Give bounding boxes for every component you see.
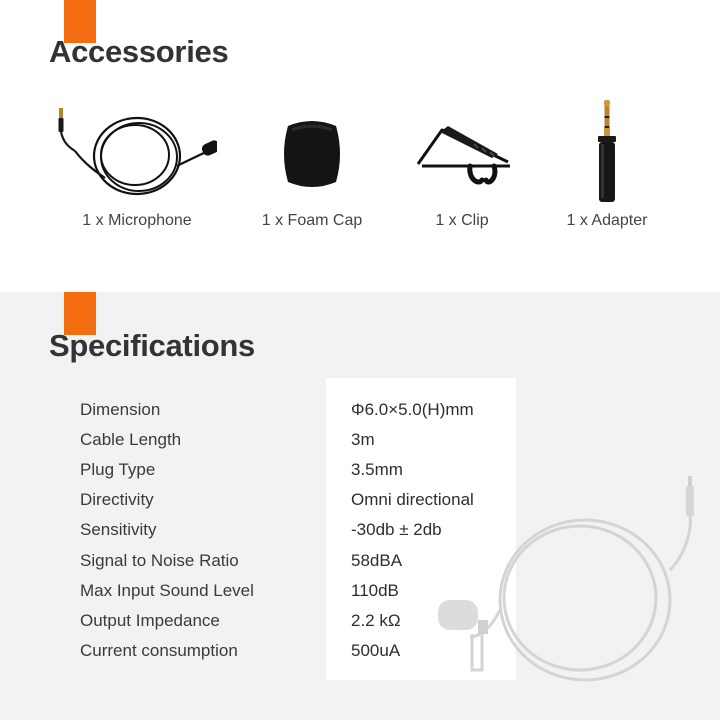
- spec-row-output-impedance: [0, 611, 720, 641]
- accessories-heading: Accessories: [49, 34, 229, 69]
- spec-row-dimension: [0, 400, 720, 430]
- spec-value: 3.5mm: [351, 460, 403, 479]
- audio-adapter-icon: [527, 96, 687, 206]
- spec-value: 2.2 kΩ: [351, 611, 401, 630]
- spec-value: 58dBA: [351, 551, 403, 570]
- accessory-label: 1 x Microphone: [82, 212, 192, 229]
- spec-row-current-consumption: [0, 641, 720, 671]
- spec-key: Cable Length: [80, 430, 182, 449]
- accessory-microphone: [57, 96, 217, 246]
- spec-value: Φ6.0×5.0(H)mm: [351, 400, 474, 419]
- spec-row-cable-length: [0, 430, 720, 460]
- spec-value: 3m: [351, 430, 375, 449]
- specifications-heading: Specifications: [49, 328, 255, 363]
- spec-value: 500uA: [351, 641, 401, 660]
- accessory-clip: [382, 96, 542, 246]
- tie-clip-icon: [382, 96, 542, 206]
- accessory-label: 1 x Adapter: [566, 212, 648, 229]
- spec-key: Output Impedance: [80, 611, 220, 630]
- spec-key: Dimension: [80, 400, 161, 419]
- lavalier-microphone-icon: [57, 96, 217, 206]
- spec-row-signal-to-noise: [0, 551, 720, 581]
- spec-key: Current consumption: [80, 641, 238, 660]
- spec-row-sensitivity: [0, 520, 720, 550]
- spec-row-plug-type: [0, 460, 720, 490]
- spec-value: Omni directional: [351, 490, 474, 509]
- spec-value: -30db ± 2db: [351, 520, 442, 539]
- accessory-label: 1 x Clip: [435, 212, 489, 229]
- spec-key: Signal to Noise Ratio: [80, 551, 239, 570]
- spec-row-directivity: [0, 490, 720, 520]
- spec-value: 110dB: [351, 581, 399, 600]
- spec-key: Sensitivity: [80, 520, 157, 539]
- spec-row-max-input-sound-level: [0, 581, 720, 611]
- foam-cap-icon: [232, 96, 392, 206]
- accessory-label: 1 x Foam Cap: [261, 212, 363, 229]
- spec-key: Plug Type: [80, 460, 156, 479]
- accessory-foam-cap: [232, 96, 392, 246]
- accessory-adapter: [527, 96, 687, 246]
- spec-key: Max Input Sound Level: [80, 581, 254, 600]
- spec-key: Directivity: [80, 490, 154, 509]
